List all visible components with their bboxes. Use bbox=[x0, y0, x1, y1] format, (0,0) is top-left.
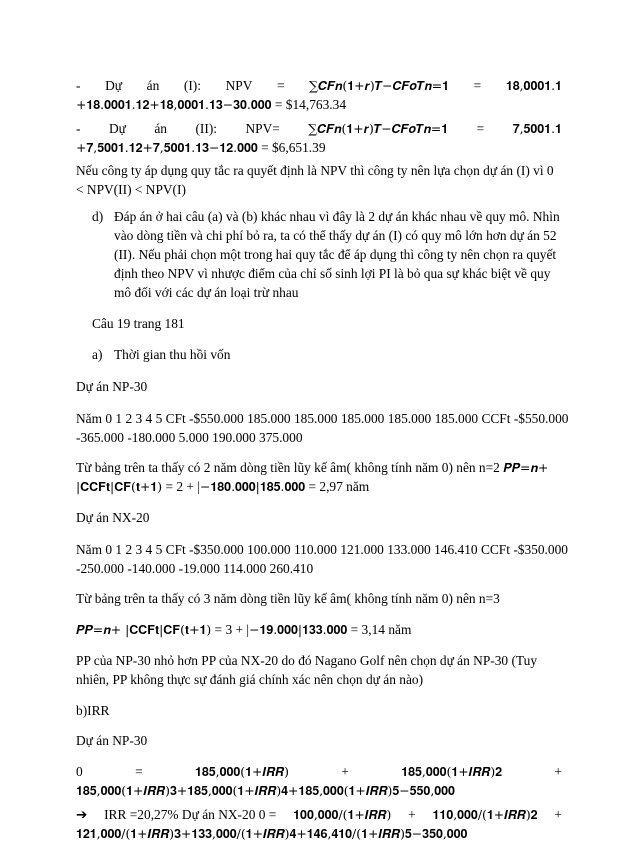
npv-project-2-result bbox=[76, 140, 326, 156]
equals: = bbox=[135, 764, 143, 779]
irr-result-line bbox=[76, 807, 562, 823]
text: = 2 + | bbox=[162, 479, 201, 494]
pp-value: = 2,97 năm bbox=[305, 479, 370, 494]
list-marker-a: a) bbox=[92, 347, 103, 362]
npv-value: = $14,763.34 bbox=[271, 97, 347, 112]
npv-formula: ∑𝑪𝑭𝒏(𝟏+𝒓)𝑻−𝑪𝑭𝒐𝑻𝒏=𝟏 bbox=[308, 121, 449, 136]
irr-np30-equation-line-2 bbox=[76, 783, 455, 799]
pp-formula: −𝟏𝟗.𝟎𝟎𝟎|𝟏𝟑𝟑.𝟎𝟎𝟎 bbox=[249, 622, 348, 637]
pp-formula: −𝟏𝟖𝟎.𝟎𝟎𝟎|𝟏𝟖𝟓.𝟎𝟎𝟎 bbox=[200, 479, 306, 494]
pp-formula: |𝐂𝐂𝐅𝐭|𝐂𝐅(𝐭+𝟏) bbox=[76, 479, 163, 494]
word: Dự bbox=[105, 78, 123, 93]
npv-value: = $6,651.39 bbox=[257, 140, 326, 155]
irr-result-text: IRR =20,27% Dự án NX-20 0 = bbox=[104, 807, 277, 822]
pp-value: = 3,14 năm bbox=[347, 622, 412, 637]
project-np30-title: Dự án NP-30 bbox=[76, 379, 148, 394]
project-label: (II): bbox=[195, 121, 218, 136]
npv-label: NPV= bbox=[245, 121, 280, 136]
paragraph-d-line: (II). Nếu phải chọn một trong hai quy tắc để áp dụng thì công ty nên chọn ra quyết bbox=[114, 247, 557, 262]
project-nx20-title: Dự án NX-20 bbox=[76, 510, 150, 525]
plus: + bbox=[554, 764, 562, 779]
irr-terms: 𝟏𝟖𝟓,𝟎𝟎𝟎(𝟏+𝑰𝑹𝑹)𝟑+𝟏𝟖𝟓,𝟎𝟎𝟎(𝟏+𝑰𝑹𝑹)𝟒+𝟏𝟖𝟓,𝟎𝟎𝟎(𝟏+𝑰𝑹𝑹)𝟓−𝟓𝟓𝟎,𝟎𝟎𝟎 bbox=[76, 783, 455, 798]
section-title-payback: Thời gian thu hồi vốn bbox=[114, 347, 231, 362]
paragraph-d-line: Đáp án ở hai câu (a) và (b) khác nhau vì đây là 2 dự án khác nhau về quy mô. Nhìn bbox=[114, 209, 560, 224]
equals: = bbox=[476, 121, 485, 136]
pp-conclusion-line-2: nhiên, PP không thực sự đánh giá chính xác nên chọn dự án nào) bbox=[76, 672, 424, 687]
irr-nx20-equation-line-2 bbox=[76, 826, 467, 842]
nx20-payback-line-2 bbox=[76, 622, 411, 638]
paragraph-d-line: định theo NPV vì nhược điểm của chỉ số sinh lợi PI là bỏ qua sự khác biệt về quy bbox=[114, 266, 551, 281]
irr-term: 𝟏𝟏𝟎,𝟎𝟎𝟎/(𝟏+𝑰𝑹𝑹)𝟐 bbox=[432, 807, 538, 822]
npv-formula: ∑𝑪𝑭𝒏(𝟏+𝒓)𝑻−𝑪𝑭𝒐𝑻𝒏=𝟏 bbox=[309, 78, 450, 93]
word: Dự bbox=[108, 121, 126, 136]
nx20-cashflow-line-1: Năm 0 1 2 3 4 5 CFt -$350.000 100.000 110.000 121.000 133.000 146.410 CCFt -$350.000 bbox=[76, 542, 568, 557]
dash: - bbox=[76, 78, 81, 93]
irr-term: 𝟏𝟖𝟓,𝟎𝟎𝟎(𝟏+𝑰𝑹𝑹) bbox=[194, 764, 289, 779]
irr-terms: 𝟏𝟐𝟏,𝟎𝟎𝟎/(𝟏+𝑰𝑹𝑹)𝟑+𝟏𝟑𝟑,𝟎𝟎𝟎/(𝟏+𝑰𝑹𝑹)𝟒+𝟏𝟒𝟔,𝟒𝟏𝟎/(𝟏+𝑰𝑹𝑹)𝟓−𝟑𝟓𝟎,𝟎𝟎𝟎 bbox=[76, 826, 468, 841]
irr-term: 𝟏𝟖𝟓,𝟎𝟎𝟎(𝟏+𝑰𝑹𝑹)𝟐 bbox=[401, 764, 503, 779]
text: = 3 + | bbox=[211, 622, 250, 637]
pp-formula: 𝑷𝑷=𝒏+ |𝐂𝐂𝐅𝐭|𝐂𝐅(𝐭+𝟏) bbox=[76, 622, 212, 637]
zero: 0 bbox=[76, 764, 83, 779]
npv-label: NPV bbox=[225, 78, 253, 93]
npv-project-1-line bbox=[76, 78, 562, 94]
npv-formula-continued: +𝟏𝟖.𝟎𝟎𝟎𝟏.𝟏𝟐+𝟏𝟖,𝟎𝟎𝟎𝟏.𝟏𝟑−𝟑𝟎.𝟎𝟎𝟎 bbox=[76, 97, 272, 112]
npv-term: 𝟕,𝟓𝟎𝟎𝟏.𝟏 bbox=[512, 121, 562, 136]
nx20-cashflow-line-2: -250.000 -140.000 -19.000 114.000 260.410 bbox=[76, 561, 314, 576]
arrow-icon: ➔ bbox=[76, 807, 88, 822]
list-marker-d: d) bbox=[92, 209, 104, 224]
paragraph-d-line: vào dòng tiền và chi phí bỏ ra, ta có thể thấy dự án (I) có quy mô lớn hơn dự án 52 bbox=[114, 228, 557, 243]
npv-project-1-result bbox=[76, 97, 346, 113]
pp-conclusion-line-1: PP của NP-30 nhỏ hơn PP của NX-20 do đó Nagano Golf nên chọn dự án NP-30 (Tuy bbox=[76, 653, 538, 668]
word: án bbox=[154, 121, 167, 136]
dash: - bbox=[76, 121, 81, 136]
plus: + bbox=[408, 807, 416, 822]
np30-payback-line-1 bbox=[76, 460, 548, 476]
paragraph-d-line: mô đối với các dự án loại trừ nhau bbox=[114, 285, 299, 300]
plus: + bbox=[554, 807, 562, 822]
text: Từ bảng trên ta thấy có 2 năm dòng tiền lũy kế âm( không tính năm 0) nên n=2 bbox=[76, 460, 504, 475]
word: án bbox=[146, 78, 160, 93]
npv-project-2-line bbox=[76, 121, 562, 137]
plus: + bbox=[341, 764, 349, 779]
equals: = bbox=[473, 78, 482, 93]
npv-conclusion-line-2: < NPV(II) < NPV(I) bbox=[76, 182, 186, 197]
np30-cashflow-line-2: -365.000 -180.000 5.000 190.000 375.000 bbox=[76, 430, 303, 445]
npv-term: 𝟏𝟖,𝟎𝟎𝟎𝟏.𝟏 bbox=[505, 78, 562, 93]
section-title-irr: b)IRR bbox=[76, 703, 110, 718]
equals: = bbox=[277, 78, 285, 93]
np30-payback-line-2 bbox=[76, 479, 369, 495]
np30-cashflow-line-1: Năm 0 1 2 3 4 5 CFt -$550.000 185.000 185.000 185.000 185.000 185.000 CCFt -$550.000 bbox=[76, 411, 569, 426]
irr-np30-equation-line-1 bbox=[76, 764, 562, 780]
npv-formula-continued: +𝟕,𝟓𝟎𝟎𝟏.𝟏𝟐+𝟕,𝟓𝟎𝟎𝟏.𝟏𝟑−𝟏𝟐.𝟎𝟎𝟎 bbox=[76, 140, 258, 155]
npv-conclusion-line-1: Nếu công ty áp dụng quy tắc ra quyết định là NPV thì công ty nên lựa chọn dự án (I) vì 0 bbox=[76, 163, 554, 178]
pp-formula: 𝑷𝑷=𝒏+ bbox=[503, 460, 549, 475]
irr-project-np30-title: Dự án NP-30 bbox=[76, 733, 148, 748]
nx20-payback-line-1: Từ bảng trên ta thấy có 3 năm dòng tiền lũy kế âm( không tính năm 0) nên n=3 bbox=[76, 591, 500, 606]
question-heading: Câu 19 trang 181 bbox=[92, 316, 185, 331]
irr-term: 𝟏𝟎𝟎,𝟎𝟎𝟎/(𝟏+𝑰𝑹𝑹) bbox=[293, 807, 392, 822]
project-label: (I): bbox=[183, 78, 201, 93]
